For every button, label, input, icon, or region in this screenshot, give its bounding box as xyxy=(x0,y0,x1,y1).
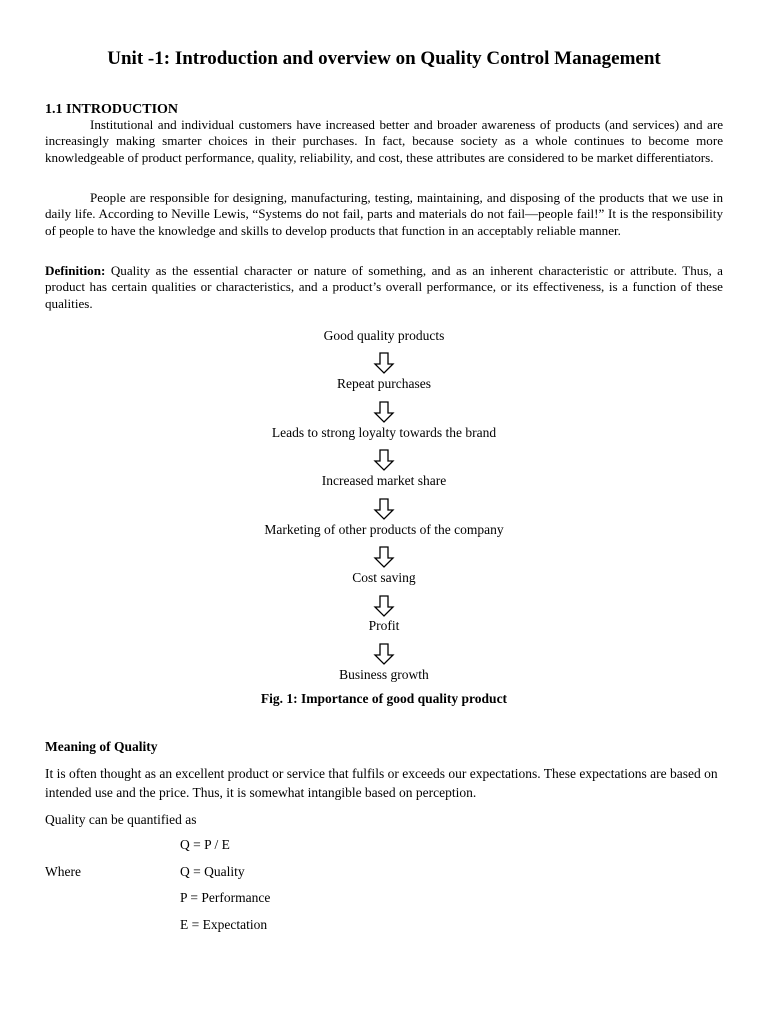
down-arrow-icon xyxy=(370,352,398,374)
document-title: Unit -1: Introduction and overview on Quality Control Management xyxy=(107,48,661,69)
flow-step-brand-loyalty: Leads to strong loyalty towards the brand xyxy=(271,425,497,440)
down-arrow-icon xyxy=(370,643,398,665)
definition-q: Q = Quality xyxy=(180,864,245,879)
definition-e: E = Expectation xyxy=(180,917,268,932)
definition-label: Definition: xyxy=(45,263,106,278)
section-heading: 1.1 INTRODUCTION xyxy=(45,102,179,117)
meaning-paragraph: It is often thought as an excellent product or service that fulfils or exceeds our expectations. These expectations are based on intended use and the price. Thus, it is somewhat intangible based on perception. xyxy=(45,766,718,800)
quantified-text: Quality can be quantified as xyxy=(45,812,197,827)
where-label: Where xyxy=(45,864,81,879)
flow-step-profit: Profit xyxy=(368,618,400,633)
down-arrow-icon xyxy=(370,401,398,423)
flow-step-marketing-other-products: Marketing of other products of the company xyxy=(264,522,504,537)
flow-step-cost-saving: Cost saving xyxy=(352,570,416,585)
meaning-heading: Meaning of Quality xyxy=(45,739,158,754)
definition-paragraph xyxy=(45,263,723,312)
flow-step-market-share: Increased market share xyxy=(321,473,447,488)
down-arrow-icon xyxy=(370,498,398,520)
quality-formula: Q = P / E xyxy=(180,837,230,852)
figure-caption: Fig. 1: Importance of good quality product xyxy=(260,691,508,706)
flow-step-business-growth: Business growth xyxy=(339,667,429,682)
down-arrow-icon xyxy=(370,595,398,617)
intro-paragraph-2: People are responsible for designing, manufacturing, testing, maintaining, and disposing of the products that we use in daily life. According to Neville Lewis, “Systems do not fail, parts and materials do not fail—people fail!” It is the responsibility of people to have the knowledge and skills to develop products that function in an acceptably reliable manner. xyxy=(45,190,723,238)
flow-step-good-quality-products: Good quality products xyxy=(323,328,445,343)
intro-paragraph-1: Institutional and individual customers have increased better and broader awareness of products (and services) and are increasingly making smarter choices in their purchases. In fact, because society as a whole continues to become more knowledgeable of product performance, quality, reliability, and cost, these attributes are considered to be market differentiators. xyxy=(45,117,723,165)
down-arrow-icon xyxy=(370,449,398,471)
definition-p: P = Performance xyxy=(180,890,271,905)
definition-text: Quality as the essential character or nature of something, and as an inherent characteristic or attribute. Thus, a product has certain qualities or characteristics, and a product’s overall performance, or its effectiveness, is a function of these qualities. xyxy=(45,263,723,311)
down-arrow-icon xyxy=(370,546,398,568)
flow-step-repeat-purchases: Repeat purchases xyxy=(336,376,432,391)
